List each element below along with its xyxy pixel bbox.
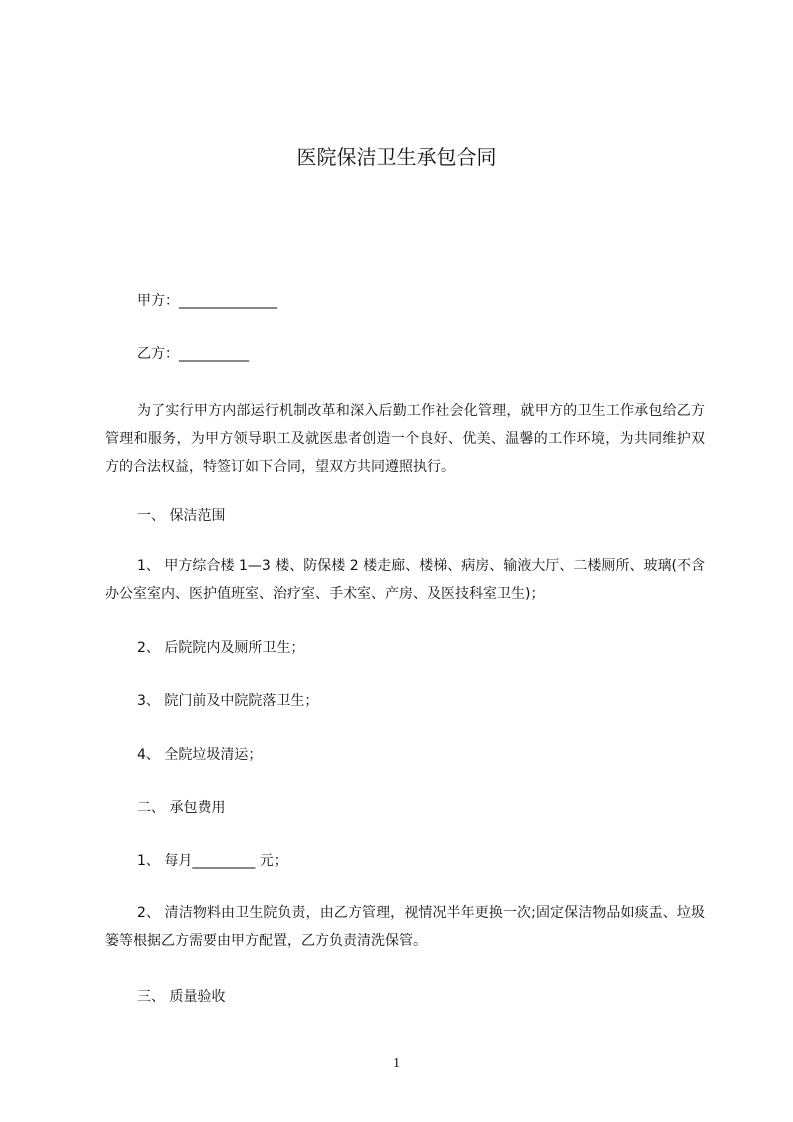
intro-paragraph: 为了实行甲方内部运行机制改革和深入后勤工作社会化管理，就甲方的卫生工作承包给乙方管理和服务，为甲方领导职工及就医患者创造一个良好、优美、温馨的工作环境，为共同维护双方的合法权益，特签订如下合同，望双方共同遵照执行。	[105, 403, 705, 475]
section-1-item-4: 4、 全院垃圾清运；	[137, 747, 263, 763]
section-2-item-1: 1、 每月_________ 元；	[137, 853, 288, 869]
page-number: 1	[393, 1056, 400, 1071]
section-1-item-2: 2、 后院院内及厕所卫生；	[137, 640, 305, 656]
section-1-item-3: 3、 院门前及中院院落卫生；	[137, 693, 319, 709]
section-2-heading: 二、 承包费用	[137, 800, 226, 816]
party-a-line: 甲方：______________	[137, 293, 277, 309]
party-b-line: 乙方：__________	[137, 346, 249, 362]
document-title: 医院保洁卫生承包合同	[296, 145, 497, 169]
section-2-item-2: 2、 清洁物料由卫生院负责，由乙方管理，视情况半年更换一次;固定保洁物品如痰盂、垃圾篓等根据乙方需要由甲方配置，乙方负责清洗保管。	[105, 905, 705, 949]
section-1-heading: 一、 保洁范围	[137, 508, 226, 524]
section-3-heading: 三、 质量验收	[137, 989, 226, 1005]
section-1-item-1: 1、 甲方综合楼 1—3 楼、防保楼 2 楼走廊、楼梯、病房、输液大厅、二楼厕所、玻璃(不含办公室室内、医护值班室、治疗室、手术室、产房、及医技科室卫生)；	[105, 558, 705, 602]
